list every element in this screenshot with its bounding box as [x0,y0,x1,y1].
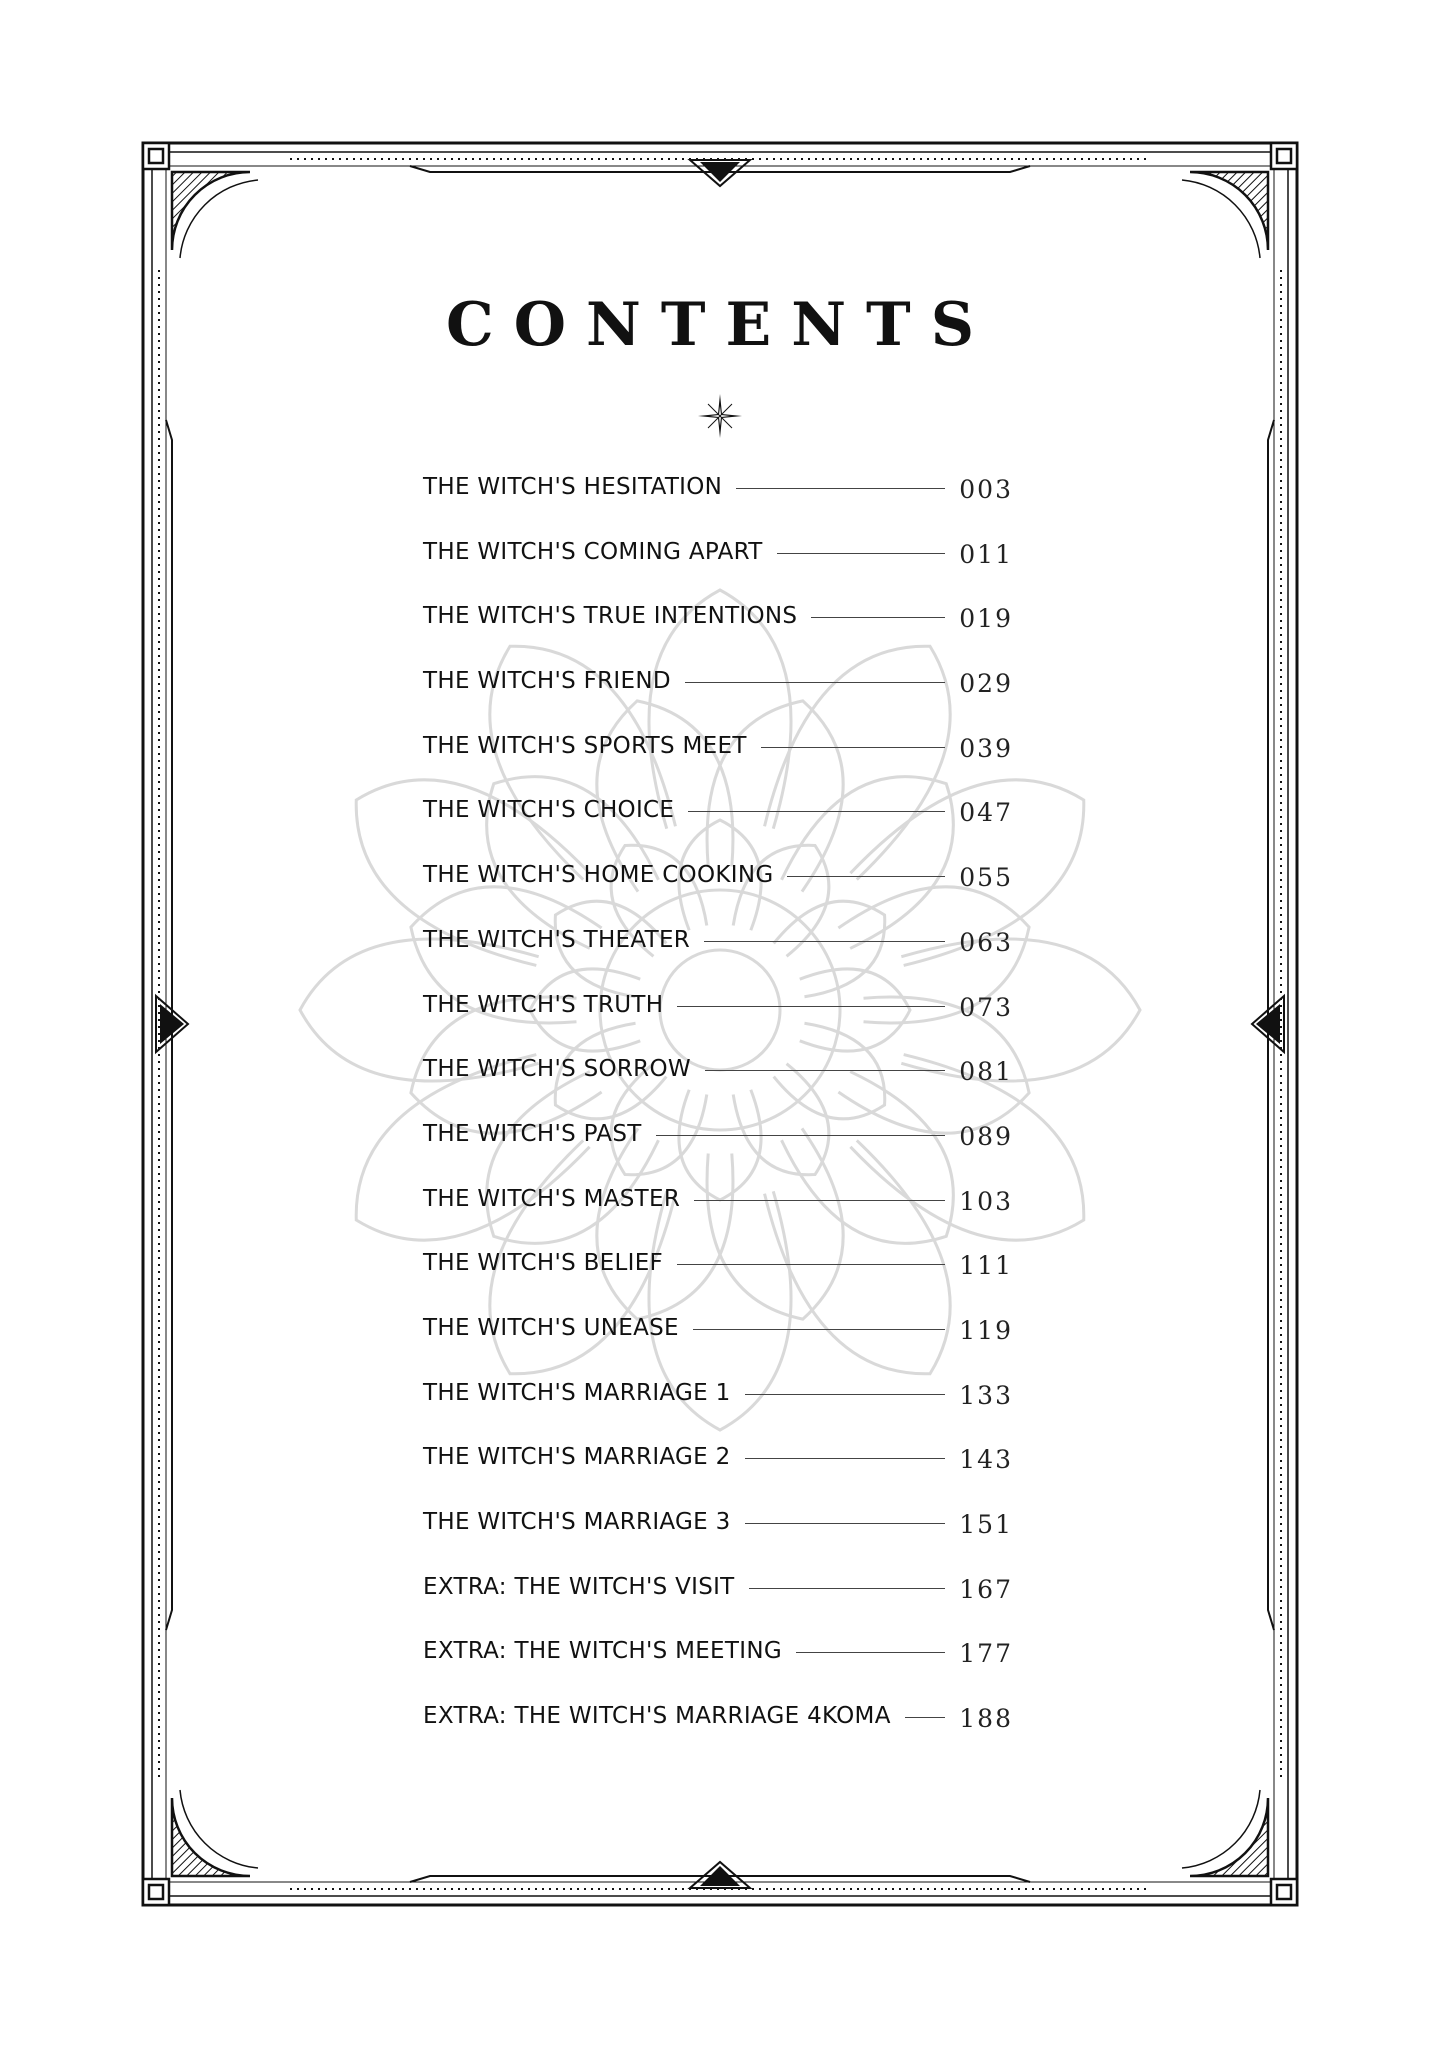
toc-entry [423,1378,1013,1443]
toc-leader-line [705,1070,945,1071]
toc-entry [423,666,1013,731]
toc-entry-page-number: 177 [959,1639,1013,1669]
toc-leader-line [685,682,945,683]
toc-entry-page-number: 039 [959,733,1013,763]
toc-entry [423,860,1013,925]
toc-entry-page-number: 089 [959,1121,1013,1151]
toc-entry [423,472,1013,537]
toc-entry-title: THE WITCH'S FRIEND [423,668,671,695]
toc-entry [423,1054,1013,1119]
toc-entry-title: THE WITCH'S CHOICE [423,797,675,824]
toc-leader-line [736,488,945,489]
toc-entry-title: THE WITCH'S UNEASE [423,1314,679,1341]
toc-leader-line [677,1264,945,1265]
toc-entry [423,990,1013,1055]
toc-leader-line [761,747,945,748]
toc-entry-page-number: 081 [959,1057,1013,1087]
toc-leader-line [811,617,945,618]
toc-entry-page-number: 055 [959,863,1013,893]
toc-leader-line [693,1329,945,1330]
toc-entry-title: THE WITCH'S MASTER [423,1185,681,1212]
toc-entry-page-number: 119 [959,1315,1013,1345]
toc-leader-line [704,941,945,942]
toc-entry [423,1442,1013,1507]
toc-entry-title: THE WITCH'S TRUTH [423,991,664,1018]
toc-entry-page-number: 047 [959,798,1013,828]
toc-entry-page-number: 188 [959,1704,1013,1734]
toc-entry-title: THE WITCH'S MARRIAGE 2 [423,1444,731,1471]
toc-entry-title: THE WITCH'S HESITATION [423,474,723,500]
toc-leader-line [656,1135,945,1136]
toc-leader-line [796,1652,945,1653]
toc-entry [423,1572,1013,1637]
toc-entry [423,1701,1013,1766]
toc-entry-page-number: 143 [959,1445,1013,1475]
toc-entry [423,1248,1013,1313]
toc-entry [423,731,1013,796]
toc-entry-page-number: 003 [959,475,1013,504]
toc-entry-title: THE WITCH'S SORROW [423,1056,691,1083]
toc-leader-line [688,811,945,812]
toc-entry [423,925,1013,990]
toc-leader-line [787,876,945,877]
toc-entry-page-number: 073 [959,992,1013,1022]
toc-entry-page-number: 111 [959,1251,1013,1281]
toc-leader-line [694,1200,945,1201]
toc-entry-title: THE WITCH'S SPORTS MEET [423,732,747,759]
toc-entry-page-number: 133 [959,1380,1013,1410]
toc-entry-page-number: 151 [959,1510,1013,1539]
toc-entry-title: THE WITCH'S THEATER [423,926,691,953]
toc-entry-page-number: 029 [959,669,1013,699]
table-of-contents [423,472,1013,1766]
toc-entry-title: THE WITCH'S PAST [423,1120,642,1147]
toc-leader-line [745,1523,945,1524]
toc-entry [423,1119,1013,1184]
toc-entry-page-number: 063 [959,927,1013,957]
toc-entry-title: EXTRA: THE WITCH'S MEETING [423,1638,782,1665]
toc-entry-title: THE WITCH'S MARRIAGE 1 [423,1379,731,1406]
toc-leader-line [745,1458,945,1459]
toc-entry-title: THE WITCH'S MARRIAGE 3 [423,1509,731,1535]
toc-entry-title: EXTRA: THE WITCH'S VISIT [423,1573,735,1600]
toc-entry-page-number: 011 [959,539,1013,569]
toc-entry [423,537,1013,602]
toc-entry-page-number: 103 [959,1186,1013,1216]
toc-entry-title: THE WITCH'S TRUE INTENTIONS [423,603,798,630]
toc-entry [423,795,1013,860]
toc-leader-line [677,1006,945,1007]
toc-entry [423,601,1013,666]
toc-entry-page-number: 019 [959,604,1013,634]
toc-entry-title: THE WITCH'S BELIEF [423,1250,664,1277]
toc-entry [423,1507,1013,1572]
toc-leader-line [749,1588,945,1589]
page-title: CONTENTS [445,290,995,360]
four-point-star-icon [696,392,744,440]
toc-entry-title: THE WITCH'S COMING APART [423,538,763,565]
toc-entry-page-number: 167 [959,1574,1013,1604]
toc-leader-line [777,553,945,554]
toc-entry [423,1636,1013,1701]
toc-entry-title: EXTRA: THE WITCH'S MARRIAGE 4KOMA [423,1703,891,1730]
toc-entry [423,1313,1013,1378]
toc-leader-line [745,1394,945,1395]
toc-entry [423,1184,1013,1249]
toc-leader-line [905,1717,945,1718]
toc-entry-title: THE WITCH'S HOME COOKING [423,862,774,889]
